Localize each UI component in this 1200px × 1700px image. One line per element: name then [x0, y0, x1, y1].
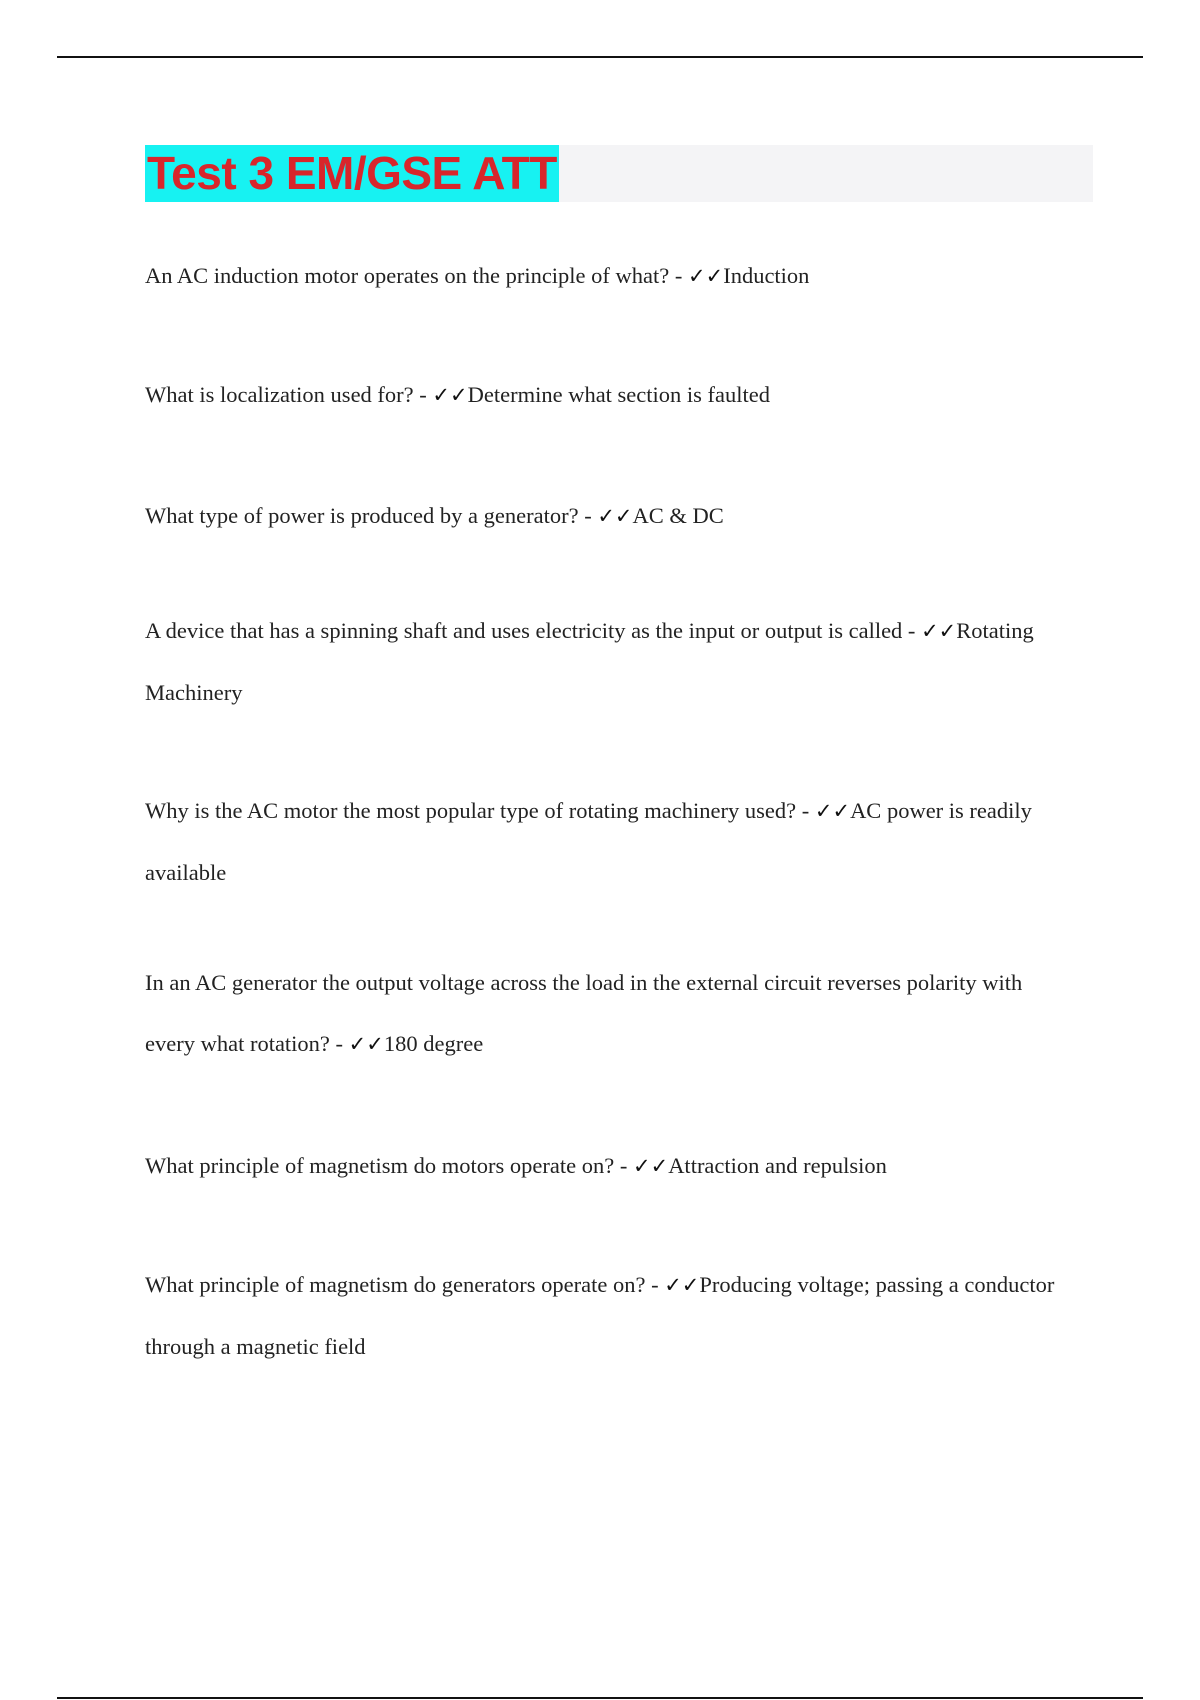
- qa-item-6: [145, 952, 1065, 1075]
- double-check-icon: ✓✓: [921, 619, 957, 643]
- qa-item-5: [145, 780, 1065, 903]
- question: What type of power is produced by a generator? -: [145, 503, 592, 528]
- qa-item-4: [145, 600, 1065, 723]
- double-check-icon: ✓✓: [632, 1154, 669, 1178]
- answer: Determine what section is faulted: [467, 382, 771, 407]
- qa-item-7: [145, 1135, 1065, 1197]
- double-check-icon: ✓✓: [597, 504, 633, 528]
- answer: Rotating Machinery: [145, 618, 1034, 705]
- answer: Attraction and repulsion: [668, 1153, 887, 1178]
- qa-item-1: [145, 245, 1065, 307]
- question: A device that has a spinning shaft and uses electricity as the input or output is called -: [145, 618, 916, 643]
- answer: AC power is readily available: [145, 798, 1032, 885]
- qa-item-2: [145, 364, 1065, 426]
- answer: Producing voltage; passing a conductor through a magnetic field: [145, 1272, 1055, 1359]
- qa-item-3: [145, 485, 1065, 547]
- double-check-icon: ✓✓: [688, 264, 724, 288]
- question: Why is the AC motor the most popular type of rotating machinery used? -: [145, 798, 810, 823]
- document-title: Test 3 EM/GSE ATT: [145, 145, 559, 202]
- double-check-icon: ✓✓: [348, 1032, 384, 1056]
- question: An AC induction motor operates on the principle of what? -: [145, 263, 683, 288]
- answer: Induction: [723, 263, 810, 288]
- question: What principle of magnetism do generators operate on? -: [145, 1272, 659, 1297]
- answer: AC & DC: [632, 503, 724, 528]
- question: What principle of magnetism do motors operate on? -: [145, 1153, 628, 1178]
- double-check-icon: ✓✓: [432, 383, 468, 407]
- double-check-icon: ✓✓: [664, 1273, 700, 1297]
- double-check-icon: ✓✓: [814, 799, 851, 823]
- question: What is localization used for? -: [145, 382, 427, 407]
- answer: 180 degree: [383, 1031, 484, 1056]
- qa-item-8: [145, 1254, 1065, 1377]
- question: In an AC generator the output voltage across the load in the external circuit reverses polarity with every what rotation? -: [145, 970, 1023, 1056]
- top-rule: [57, 56, 1143, 58]
- bottom-rule: [57, 1697, 1143, 1699]
